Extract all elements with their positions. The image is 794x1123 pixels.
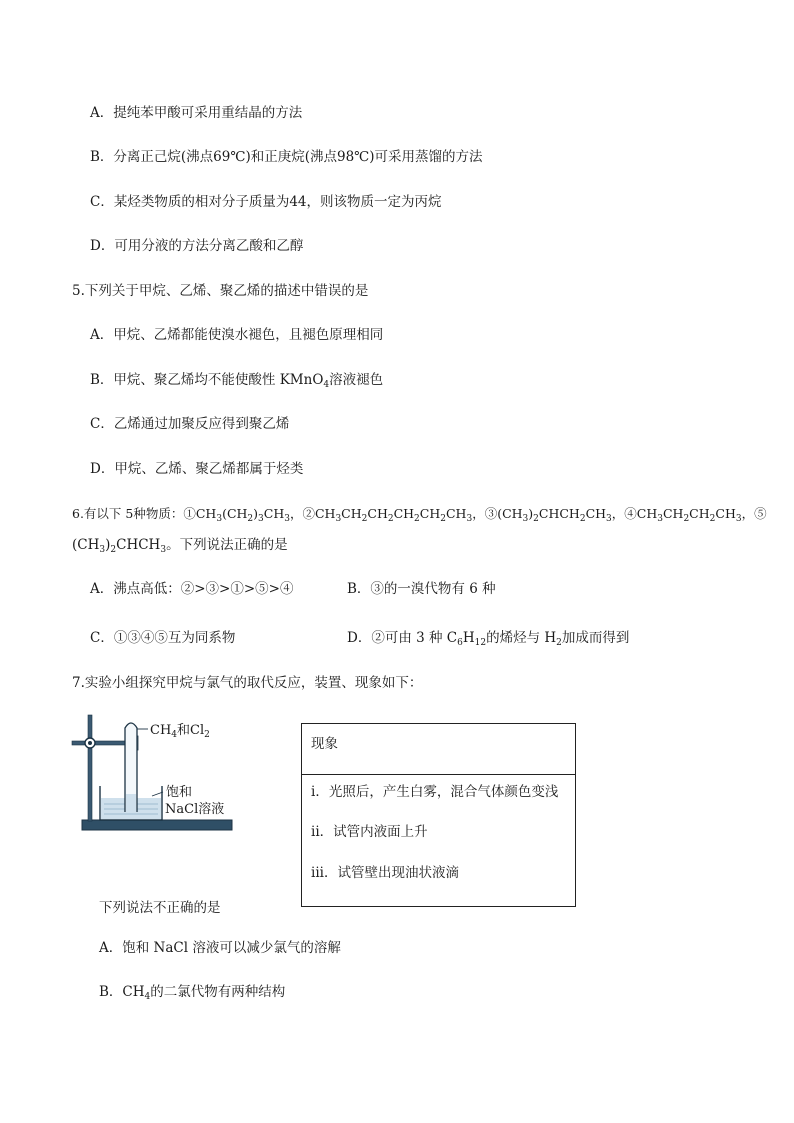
q5-option-d: D．甲烷、乙烯、聚乙烯都属于烃类 xyxy=(90,461,304,477)
q6-stem-line1: 6.有以下 5种物质：$①CH_3(CH_2)_3CH_3$，$②CH_3CH_2CH_2CH_2CH_2CH_3$，$③(CH_3)_2CHCH_2CH_3$，$④CH_3CH_2CH_2CH_3$，⑤ xyxy=(72,506,767,524)
q4-option-a: A．提纯苯甲酸可采用重结晶的方法 xyxy=(90,105,303,121)
label-gas: $CH_4$和$Cl_2$ xyxy=(150,723,210,740)
q7-stem: 7.实验小组探究甲烷与氯气的取代反应，装置、现象如下： xyxy=(72,675,423,691)
q5-option-a: A．甲烷、乙烯都能使溴水褪色，且褪色原理相同 xyxy=(90,327,384,343)
q4-option-d: D．可用分液的方法分离乙酸和乙醇 xyxy=(90,238,304,254)
stand-base xyxy=(82,820,232,830)
table-row: i．光照后，产生白雾，混合气体颜色变浅 xyxy=(311,784,559,800)
q6-option-d: D．②可由 3 种 $C_6H_{12}$的烯烃与 $H_2$加成而得到 xyxy=(347,630,630,648)
q7-sub-stem: 下列说法不正确的是 xyxy=(99,900,221,916)
q7-option-a: A．饱和 NaCl 溶液可以减少氯气的溶解 xyxy=(99,940,341,956)
q4-option-b: B．分离正己烷(沸点69℃)和正庚烷(沸点98℃)可采用蒸馏的方法 xyxy=(90,149,483,165)
label-saturated: 饱和 xyxy=(166,785,193,800)
q7-option-b: B．$CH_4$的二氯代物有两种结构 xyxy=(99,984,286,1002)
q5-option-b: B．甲烷、聚乙烯均不能使酸性 KMnO$_4$溶液褪色 xyxy=(90,372,384,390)
phenomena-table xyxy=(301,723,576,907)
q4-option-c: C．某烃类物质的相对分子质量为44，则该物质一定为丙烷 xyxy=(90,194,442,210)
table-row: iii．试管壁出现油状液滴 xyxy=(311,865,459,881)
q5-stem: 5.下列关于甲烷、乙烯、聚乙烯的描述中错误的是 xyxy=(72,283,369,299)
q6-option-c: C．①③④⑤互为同系物 xyxy=(90,630,236,646)
table-header-label: 现象 xyxy=(311,736,338,752)
label-nacl-solution: NaCl溶液 xyxy=(165,802,225,817)
q6-option-b: B．③的一溴代物有 6 种 xyxy=(347,581,496,597)
table-header xyxy=(302,724,575,775)
q6-stem-line2: $(CH_3)_2CHCH_3$。下列说法正确的是 xyxy=(72,537,288,555)
stand-rod xyxy=(88,715,92,821)
q6-option-a: A．沸点高低：②>③>①>⑤>④ xyxy=(90,581,294,597)
table-row: ii．试管内液面上升 xyxy=(311,824,428,840)
q5-option-c: C．乙烯通过加聚反应得到聚乙烯 xyxy=(90,416,290,432)
